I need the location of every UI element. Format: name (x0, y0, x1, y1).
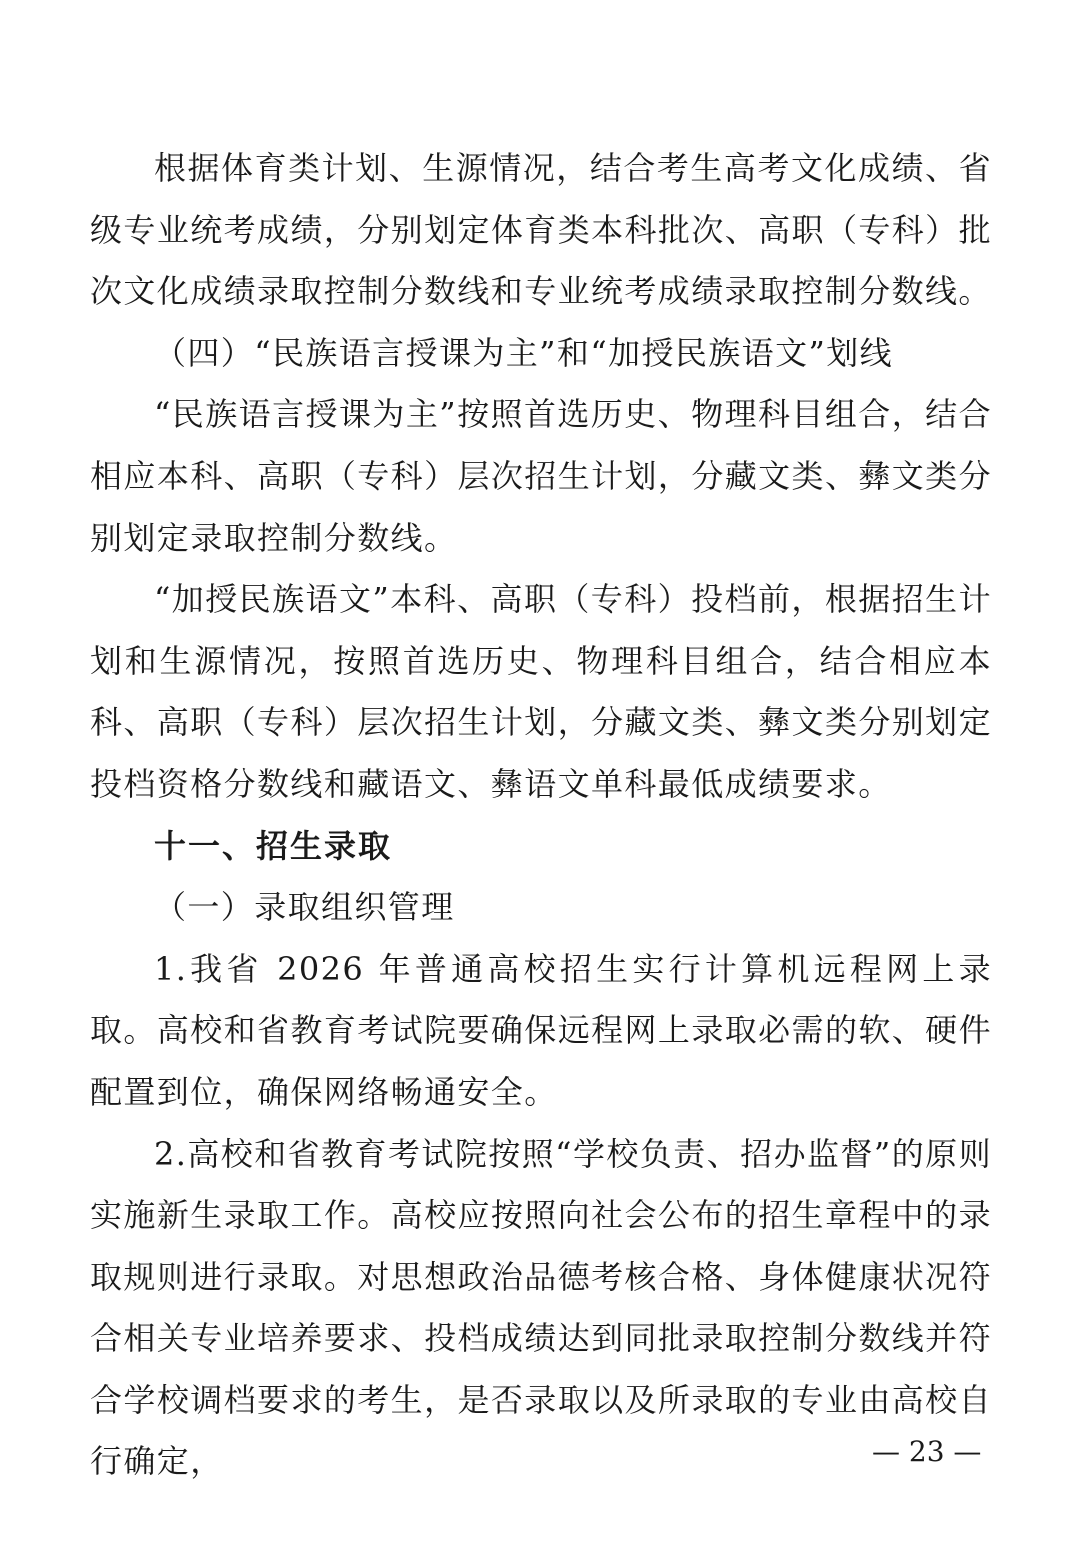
page-number: — 23 — (872, 1435, 982, 1468)
paragraph-sports-score-lines: 根据体育类计划、生源情况，结合考生高考文化成绩、省级专业统考成绩，分别划定体育类本科批次、高职（专科）批次文化成绩录取控制分数线和专业统考成绩录取控制分数线。 (90, 149, 992, 311)
paragraph-additional-ethnic-language: “加授民族语文”本科、高职（专科）投档前，根据招生计划和生源情况，按照首选历史、物理科目组合，结合相应本科、高职（专科）层次招生计划，分藏文类、彝文类分别划定投档资格分数线和藏语文、彝语文单科最低成绩要求。 (90, 580, 992, 803)
paragraph-online-admission: 1.我省 2026 年普通高校招生实行计算机远程网上录取。高校和省教育考试院要确保远程网上录取必需的软、硬件配置到位，确保网络畅通安全。 (90, 949, 992, 1111)
paragraph-ethnic-language-instruction: “民族语言授课为主”按照首选历史、物理科目组合，结合相应本科、高职（专科）层次招生计划，分藏文类、彝文类分别划定录取控制分数线。 (90, 395, 992, 557)
document-body (90, 138, 992, 1493)
paragraph-admission-principle: 2.高校和省教育考试院按照“学校负责、招办监督”的原则实施新生录取工作。高校应按照向社会公布的招生章程中的录取规则进行录取。对思想政治品德考核合格、身体健康状况符合相关专业培养要求、投档成绩达到同批录取控制分数线并符合学校调档要求的考生，是否录取以及所录取的专业由高校自行确定， (90, 1134, 992, 1481)
subheading-ethnic-language-lines: （四）“民族语言授课为主”和“加授民族语文”划线 (154, 333, 894, 372)
subheading-admission-management: （一）录取组织管理 (154, 888, 455, 927)
section-heading-admission: 十一、招生录取 (154, 826, 393, 865)
